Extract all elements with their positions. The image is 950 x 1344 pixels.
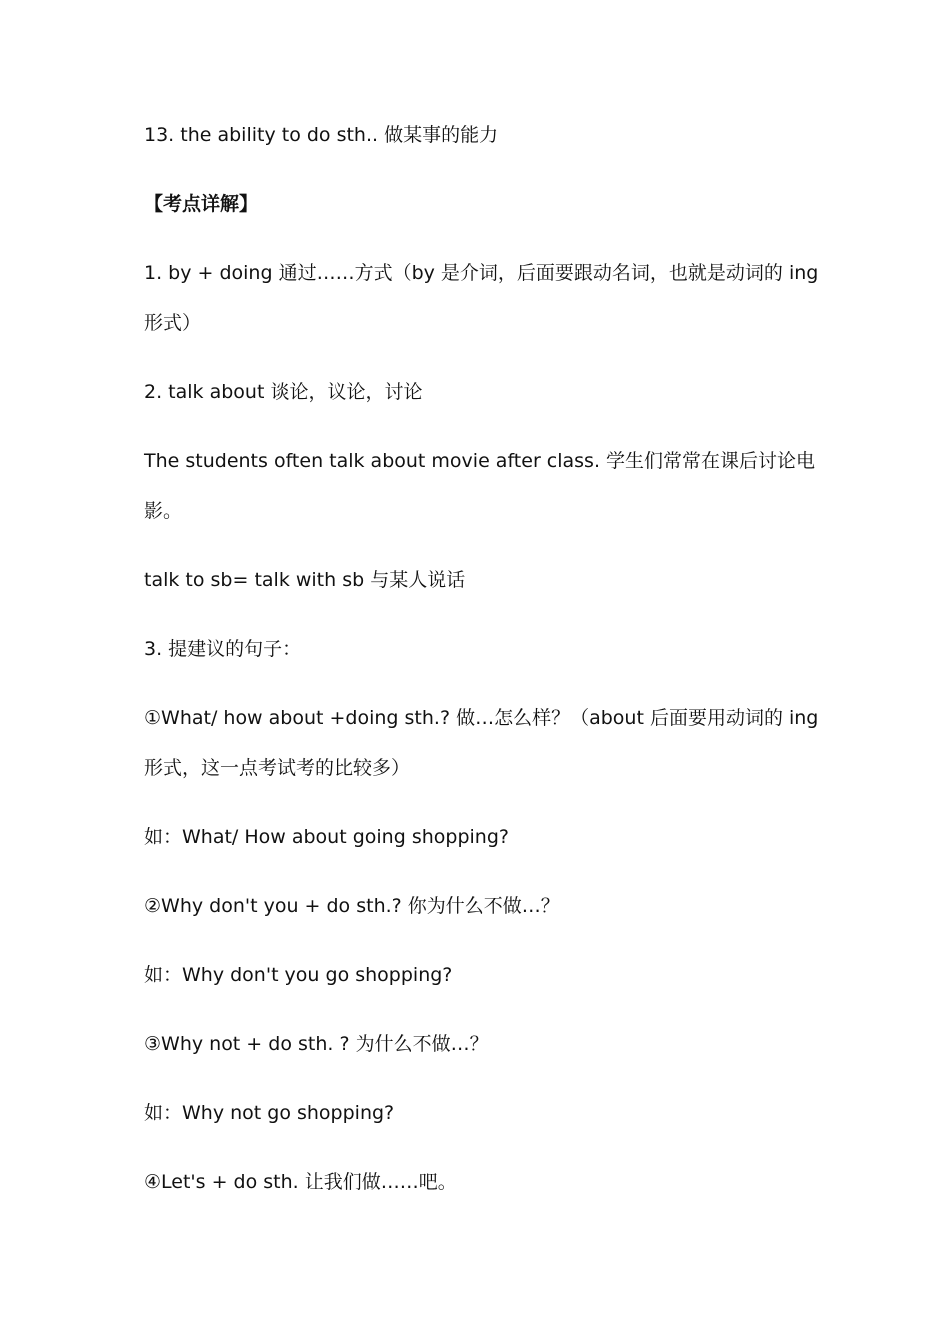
- text-line-why-dont-you: ②Why don't you + do sth.? 你为什么不做…？: [144, 895, 560, 917]
- text-line-example-what-about: 如：What/ How about going shopping?: [144, 826, 509, 848]
- text-line-what-about: ①What/ how about +doing sth.? 做…怎么样？（about 后面要用动词的 ing: [144, 707, 819, 729]
- text-line-example-students-continued: 影。: [144, 500, 183, 522]
- text-line-lets: ④Let's + do sth. 让我们做……吧。: [144, 1171, 457, 1193]
- text-line-example-why-not: 如：Why not go shopping?: [144, 1102, 395, 1124]
- text-line-example-students: The students often talk about movie after class. 学生们常常在课后讨论电: [144, 450, 816, 472]
- text-line-what-about-continued: 形式，这一点考试考的比较多）: [144, 757, 411, 779]
- text-line-by-doing: 1. by + doing 通过……方式（by 是介词，后面要跟动名词，也就是动词的 ing: [144, 262, 819, 284]
- text-line-by-doing-continued: 形式）: [144, 312, 202, 334]
- text-line-ability: 13. the ability to do sth.. 做某事的能力: [144, 124, 499, 146]
- text-line-suggestions: 3. 提建议的句子：: [144, 638, 302, 660]
- text-line-example-why-dont-you: 如：Why don't you go shopping?: [144, 964, 453, 986]
- text-line-why-not: ③Why not + do sth. ? 为什么不做…？: [144, 1033, 489, 1055]
- section-heading-key-points: 【考点详解】: [144, 193, 259, 215]
- text-line-talk-to: talk to sb= talk with sb 与某人说话: [144, 569, 466, 591]
- text-line-talk-about: 2. talk about 谈论，议论，讨论: [144, 381, 423, 403]
